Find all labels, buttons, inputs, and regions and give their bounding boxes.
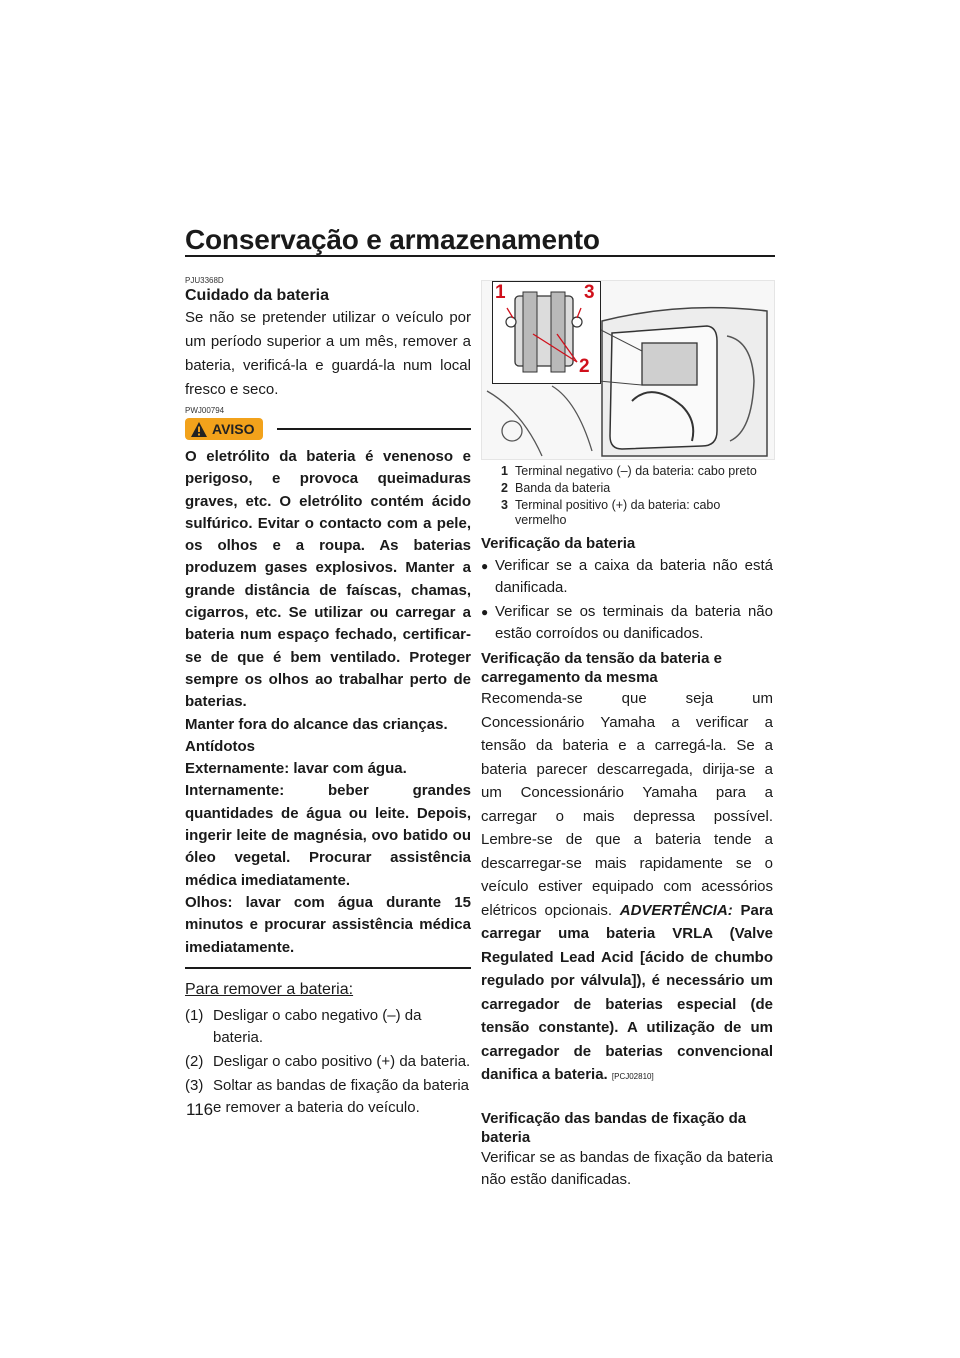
battery-illustration (481, 280, 775, 460)
advert-label: ADVERTÊNCIA: (619, 901, 733, 919)
advert-code: [PCJ02810] (611, 1072, 654, 1081)
caption-number: 3 (501, 498, 508, 512)
callout-1: 1 (495, 282, 506, 303)
caption-item (501, 498, 773, 528)
warning-paragraph: Internamente: beber grandes quantidades de água ou leite. Depois, ingerir leite de magnésia, ovo batido ou óleo vegetal. Procurar assistência médica imediatamente. (185, 782, 471, 889)
voltage-heading: Verificação da tensão da bateria e carregamento da mesma (481, 650, 722, 686)
step-number: (3) (185, 1076, 204, 1094)
page-title: Conservação e armazenamento (185, 224, 600, 255)
figure-captions (501, 464, 773, 528)
left-column (185, 276, 471, 1121)
warning-rule (277, 428, 471, 430)
page-number: 116 (186, 1100, 214, 1119)
list-item (481, 555, 773, 599)
step-text: Desligar o cabo positivo (+) da bateria. (213, 1052, 471, 1070)
step-text: Desligar o cabo negativo (–) da bateria. (213, 1006, 422, 1046)
detail-inset (492, 281, 601, 384)
intro-paragraph: Se não se pretender utilizar o veículo por um período superior a um mês, remover a bateria, verificá-la e guardá-la num local fresco e seco. (185, 309, 471, 398)
bullet-icon: ● (481, 605, 489, 619)
list-item (185, 1051, 471, 1073)
step-number: (1) (185, 1006, 204, 1024)
warning-paragraph: Manter fora do alcance das crianças. (185, 715, 448, 733)
warning-badge (185, 418, 263, 440)
list-item (185, 1005, 471, 1049)
list-item (185, 1075, 471, 1119)
warning-triangle-icon (191, 422, 207, 437)
check-list (481, 555, 773, 645)
right-column (481, 280, 773, 1191)
caption-item (501, 481, 773, 496)
bullet-icon: ● (481, 559, 489, 573)
advert-text: Para carregar uma bateria VRLA (Valve Regulated Lead Acid [ácido de chumbo regulado por válvula]), é necessário um carregador de baterias especial (de tensão constante). A utilização de um carregador de baterias convencional danifica a bateria. (481, 901, 774, 1083)
caption-number: 2 (501, 481, 508, 495)
caption-text: Terminal positivo (+) da bateria: cabo vermelho (515, 498, 721, 527)
caption-item (501, 464, 773, 479)
voltage-paragraph (481, 687, 773, 1089)
list-item (481, 601, 773, 645)
step-number: (2) (185, 1052, 204, 1070)
warning-code: PWJ00794 (185, 406, 225, 415)
warning-header (185, 418, 471, 440)
warning-paragraph: Externamente: lavar com água. (185, 760, 407, 778)
warning-paragraph: O eletrólito da bateria é venenoso e perigoso, e provoca queimaduras graves, etc. O eletrólito contém ácido sulfúrico. Evitar o contacto com a pele, os olhos e a roupa. As baterias produzem gases explosivos. Manter a grande distância de faíscas, chamas, cigarros, etc. Se utilizar ou carregar a bateria num espaço fechado, certificar-se de que é bem ventilado. Proteger sempre os olhos ao trabalhar perto de baterias. (185, 448, 471, 711)
warning-end-rule (185, 967, 471, 969)
bands-paragraph: Verificar se as bandas de fixação da bateria não estão danificadas. (481, 1148, 773, 1188)
caption-number: 1 (501, 464, 508, 478)
step-text: Soltar as bandas de fixação da bateria e remover a bateria do veículo. (213, 1076, 470, 1116)
callout-2: 2 (579, 356, 590, 377)
bands-heading: Verificação das bandas de fixação da bateria (481, 1109, 747, 1146)
check-heading: Verificação da bateria (481, 535, 636, 552)
bullet-text: Verificar se os terminais da bateria não estão corroídos ou danificados. (495, 603, 773, 642)
warning-paragraph: Olhos: lavar com água durante 15 minutos e procurar assistência médica imediatamente. (185, 893, 471, 956)
removal-heading: Para remover a bateria: (185, 980, 354, 998)
caption-text: Banda da bateria (515, 481, 611, 495)
caption-text: Terminal negativo (–) da bateria: cabo preto (515, 464, 757, 478)
callout-3: 3 (584, 282, 595, 303)
warning-paragraph: Antídotos (185, 737, 255, 755)
bullet-text: Verificar se a caixa da bateria não está danificada. (495, 557, 773, 596)
warning-label: AVISO (212, 421, 255, 437)
section-code: PJU3368D (185, 276, 224, 285)
voltage-text: Recomenda-se que seja um Concessionário Yamaha a verificar a tensão da bateria e a carregá-la. Se a bateria parecer descarregada, dirija-se a um Concessionário Yamaha para a carregar o mais depressa possível. Lembre-se de que a bateria tende a descarregar-se mais rapidamente se o veículo estiver equipado com acessórios elétricos opcionais. (481, 690, 773, 919)
warning-body (185, 446, 471, 959)
removal-steps (185, 1005, 471, 1119)
section-heading: Cuidado da bateria (185, 287, 330, 304)
title-rule (185, 255, 775, 257)
